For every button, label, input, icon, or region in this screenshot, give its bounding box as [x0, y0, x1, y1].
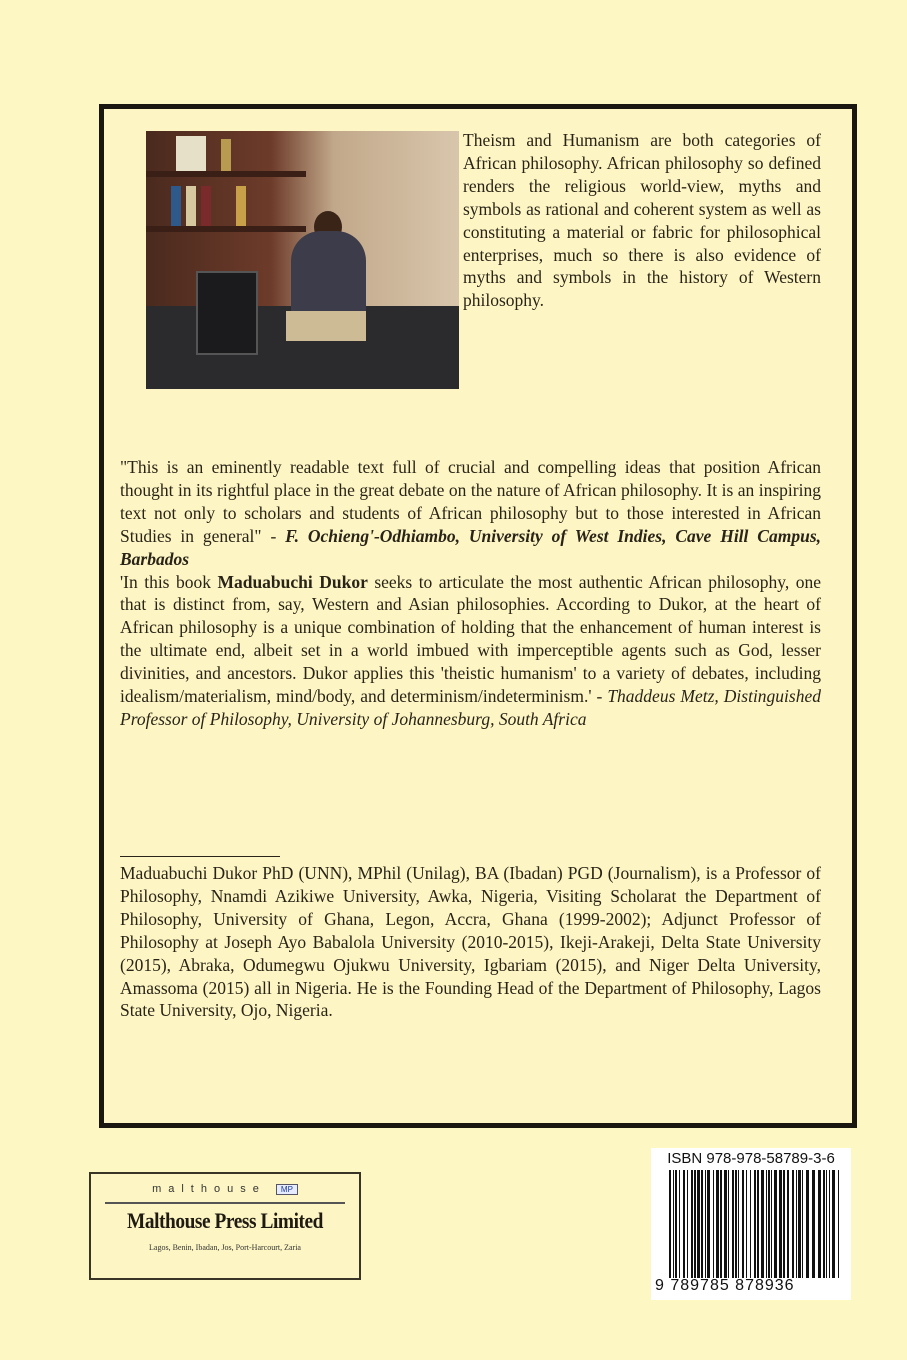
- barcode-bar: [832, 1170, 835, 1278]
- publisher-tag: [91, 1183, 359, 1195]
- endorsement-2: [120, 571, 821, 731]
- barcode-bar: [673, 1170, 674, 1278]
- barcode-bar: [728, 1170, 729, 1278]
- barcode-bar: [802, 1170, 803, 1278]
- barcode-bar: [779, 1170, 782, 1278]
- author-bio: Maduabuchi Dukor PhD (UNN), MPhil (Unilag), BA (Ibadan) PGD (Journalism), is a Professor of Philosophy, Nnamdi Azikiwe University, Awka, Nigeria, Visiting Scholarat the Department of Philosophy, University of Ghana, Legon, Accra, Ghana (1999-2002); Adjunct Professor of Philosophy at Joseph Ayo Babalola University (2010-2015), Ikeji-Arakeji, Delta State University (2015), Abraka, Odumegwu Ojukwu University, Igbariam (2015), and Niger Delta University, Amassoma (2015) all in Nigeria. He is the Founding Head of the Department of Philosophy, Lagos State University, Ojo, Nigeria.: [120, 863, 821, 1021]
- endorsement-1: [120, 456, 821, 571]
- barcode-bar: [754, 1170, 756, 1278]
- barcode-digits: 9 789785 878936: [655, 1277, 795, 1294]
- barcode-bar: [806, 1170, 809, 1278]
- barcode-bar: [742, 1170, 744, 1278]
- publisher-cities: Lagos, Benin, Ibadan, Jos, Port-Harcourt, Zaria: [149, 1243, 301, 1252]
- barcode-bar: [735, 1170, 737, 1278]
- intro-paragraph: Theism and Humanism are both categories of African philosophy. African philosophy so defined renders the religious world-view, myths and symbols as rational and coherent system as well as constituting a material or fabric for philosophical enterprises, much so there is also evidence of myths and symbols in the history of Western philosophy.: [463, 130, 821, 311]
- barcode-bar: [683, 1170, 685, 1278]
- barcode-bar: [796, 1170, 797, 1278]
- barcode-bar: [691, 1170, 693, 1278]
- endorsement-attribution: Thaddeus Metz, Distinguished Professor of Philosophy, University of Johannesburg, South Africa: [120, 686, 821, 729]
- barcode-bar: [675, 1170, 677, 1278]
- barcode-bar: [705, 1170, 706, 1278]
- endorsement-attribution: F. Ochieng'-Odhiambo, University of West Indies, Cave Hill Campus, Barbados: [120, 525, 821, 569]
- barcode-bar: [787, 1170, 789, 1278]
- barcode-bar: [687, 1170, 688, 1278]
- endorsements: [120, 456, 821, 731]
- barcode-bar: [792, 1170, 794, 1278]
- publisher-tag-text: malthouse: [152, 1183, 266, 1195]
- isbn-barcode: [651, 1148, 851, 1300]
- barcode-bar: [669, 1170, 671, 1278]
- isbn-label: ISBN 978-978-58789-3-6: [667, 1150, 835, 1167]
- barcode-bar: [679, 1170, 680, 1278]
- barcode-bar: [746, 1170, 747, 1278]
- endorsement-lead: 'In this book: [120, 571, 218, 592]
- barcode-bar: [757, 1170, 759, 1278]
- barcode-bar: [812, 1170, 815, 1278]
- divider: [120, 856, 280, 857]
- barcode-bar: [838, 1170, 839, 1278]
- barcode-bars: [669, 1170, 841, 1278]
- barcode-bar: [750, 1170, 751, 1278]
- publisher-logo-box: [89, 1172, 361, 1280]
- barcode-bar: [713, 1170, 714, 1278]
- publisher-name: Malthouse Press Limited: [126, 1208, 324, 1233]
- barcode-bar: [761, 1170, 764, 1278]
- barcode-bar: [771, 1170, 772, 1278]
- barcode-bar: [707, 1170, 710, 1278]
- barcode-bar: [732, 1170, 734, 1278]
- barcode-bar: [716, 1170, 719, 1278]
- barcode-bar: [720, 1170, 722, 1278]
- barcode-bar: [766, 1170, 767, 1278]
- author-name: Maduabuchi Dukor: [217, 571, 368, 592]
- barcode-bar: [724, 1170, 727, 1278]
- divider: [105, 1202, 345, 1204]
- barcode-bar: [783, 1170, 785, 1278]
- barcode-bar: [826, 1170, 827, 1278]
- barcode-bar: [823, 1170, 825, 1278]
- barcode-bar: [738, 1170, 739, 1278]
- barcode-bar: [829, 1170, 830, 1278]
- barcode-bar: [694, 1170, 696, 1278]
- publisher-logo-icon: MP: [276, 1184, 298, 1195]
- barcode-bar: [701, 1170, 703, 1278]
- endorsement-text: "This is an eminently readable text full of crucial and compelling ideas that position African thought in its rightful place in the great debate on the nature of African philosophy. It is an inspiring text not only to scholars and students of African philosophy but to those interested in African Studies in general" -: [120, 457, 821, 546]
- barcode-bar: [818, 1170, 821, 1278]
- barcode-bar: [768, 1170, 770, 1278]
- barcode-bar: [697, 1170, 700, 1278]
- barcode-bar: [774, 1170, 777, 1278]
- endorsement-text: seeks to articulate the most authentic African philosophy, one that is distinct from, say, Western and Asian philosophies. According to Dukor, at the heart of African philosophy is a unique combination of holding that the enhancement of human interest is the ultimate end, albeit set in a world imbued with imperceptible agents such as God, lesser divinities, and ancestors. Dukor applies this 'theistic humanism' to a variety of debates, including idealism/materialism, mind/body, and determinism/indeterminism.' -: [120, 571, 822, 707]
- author-photo: [146, 131, 459, 389]
- back-cover-frame: [99, 104, 857, 1128]
- barcode-bar: [798, 1170, 801, 1278]
